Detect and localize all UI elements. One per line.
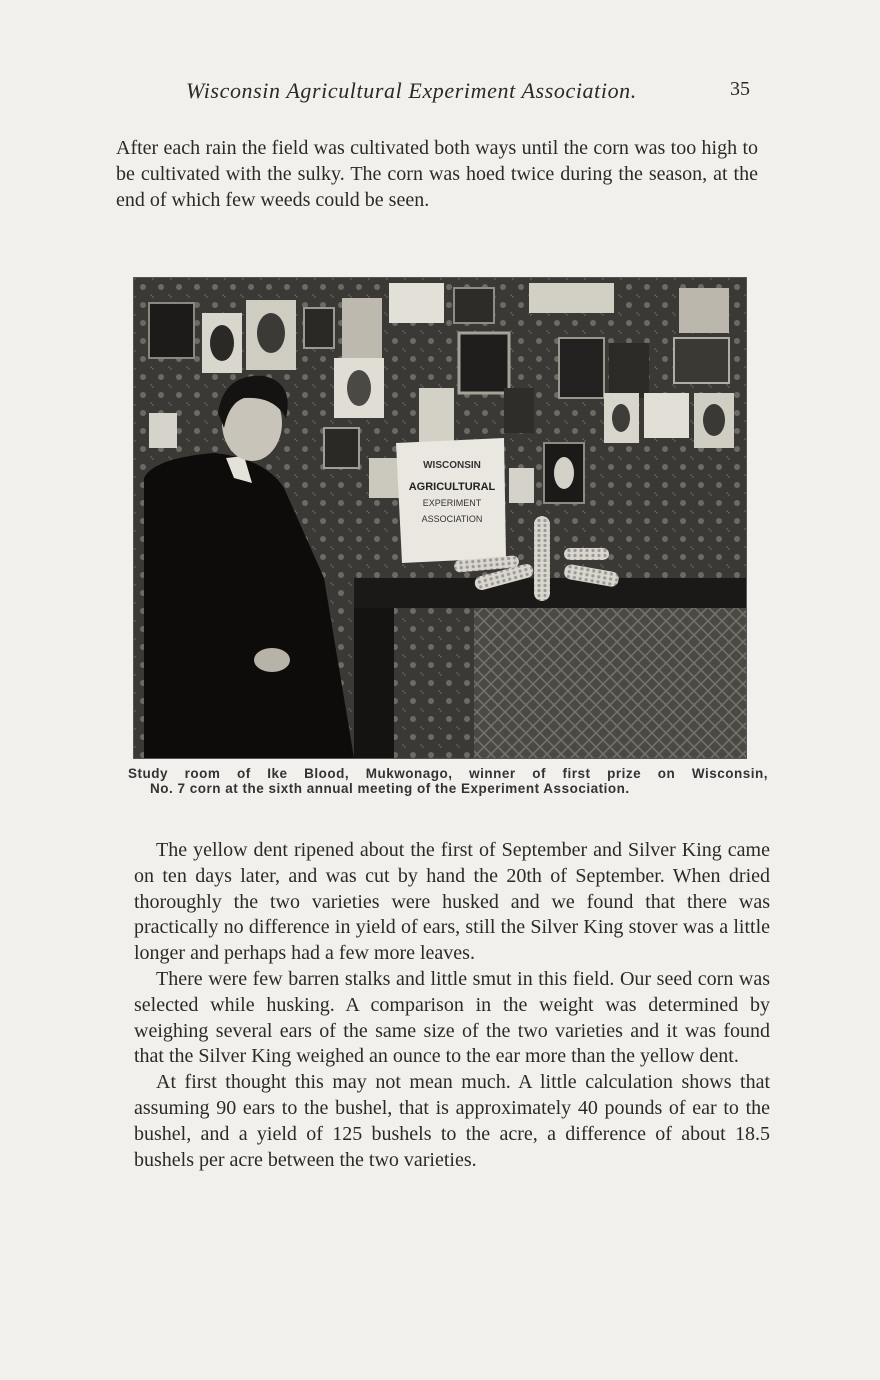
page-number: 35: [730, 78, 750, 100]
study-room-photograph: [134, 278, 746, 758]
paragraph-cultivation: After each rain the field was cultivated both ways until the corn was too high to be cultivated with the sulky. The corn was hoed twice during the season, at the end of which few weeds could be seen.: [116, 137, 758, 211]
running-head: [186, 78, 756, 110]
table-cloth: [474, 608, 746, 758]
photo-illustration: [134, 278, 746, 758]
banner-text-1: WISCONSIN: [423, 460, 481, 471]
opening-paragraph-block: [116, 135, 758, 213]
paragraph-ripening: The yellow dent ripened about the first of September and Silver King came on ten days later, and was cut by hand the 20th of September. When dried thoroughly the two varieties were husked and we found that there was practically no difference in yield of ears, still the Silver King stover was a little longer and perhaps had a few more leaves.: [134, 839, 770, 965]
caption-line-1: Study room of Ike Blood, Mukwonago, winner of first prize on Wisconsin,: [128, 766, 768, 781]
paragraph-calculation: At first thought this may not mean much. A little calculation shows that assuming 90 ears to the bushel, that is approximately 40 pounds of ear to the bushel, and a yield of 125 bushels to the acre, a difference of about 18.5 bushels per acre between the two varieties.: [134, 1071, 770, 1171]
banner-text-2: AGRICULTURAL: [408, 481, 496, 493]
caption-line-2: No. 7 corn at the sixth annual meeting of the Experiment Association.: [150, 781, 630, 796]
photo-caption: [128, 766, 768, 796]
association-banner: [396, 438, 506, 563]
results-paragraph-block: [134, 838, 770, 1173]
running-title: Wisconsin Agricultural Experiment Association.: [186, 78, 637, 103]
banner-text-4: ASSOCIATION: [421, 514, 483, 524]
banner-text-3: EXPERIMENT: [422, 498, 482, 508]
paragraph-seed-selection: There were few barren stalks and little smut in this field. Our seed corn was selected while husking. A comparison in the weight was determined by weighing several ears of the same size of the two varieties and it was found that the Silver King weighed an ounce to the ear more than the yellow dent.: [134, 967, 770, 1068]
